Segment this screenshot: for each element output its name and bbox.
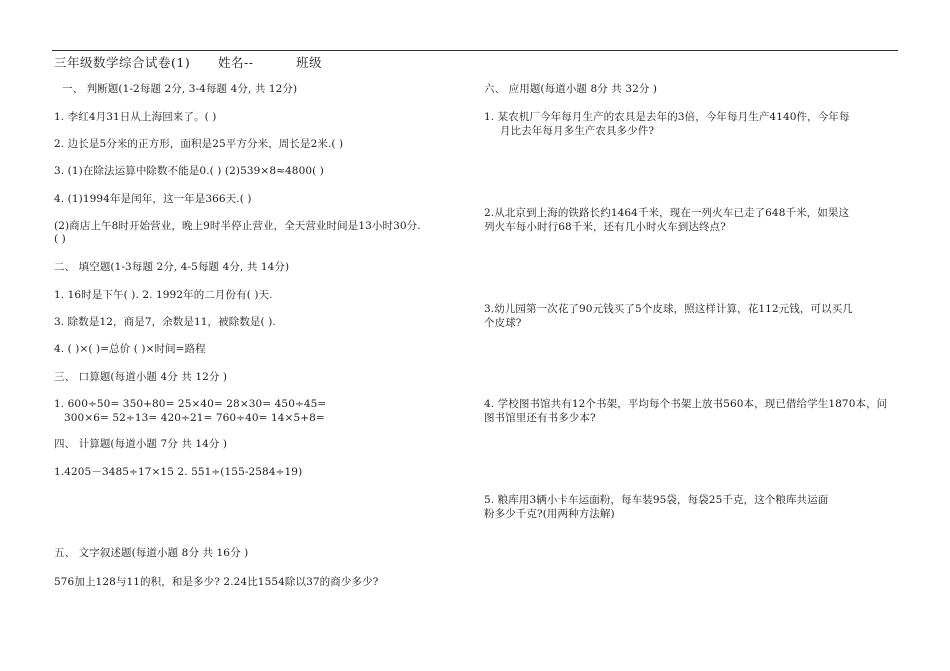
section-1-heading: 一、 判断题(1-2每题 2分, 3-4每题 4分, 共 12分) — [62, 83, 298, 95]
exam-title: 三年级数学综合试卷(1) — [54, 55, 191, 70]
s3-row-1: 1. 600÷50= 350+80= 25×40= 28×30= 450÷45= — [54, 398, 327, 410]
s1-question-4a: 4. (1)1994年是闰年，这一年是366天.( ) — [54, 193, 252, 205]
s6-question-1-line-1: 1. 某农机厂今年每月生产的农具是去年的3倍，今年每月生产4140件，今年每 — [484, 111, 850, 123]
s1-question-4b-line-1: (2)商店上午8时开始营业，晚上9时半停止营业，全天营业时间是13小时30分. — [54, 220, 421, 232]
header-rule — [52, 50, 898, 51]
s1-question-2: 2. 边长是5分米的正方形，面积是25平方分米，周长是2米.( ) — [54, 138, 344, 150]
s4-questions: 1.4205－3485÷17×15 2. 551÷(155-2584÷19) — [54, 466, 303, 478]
s2-question-4: 4. ( )×( )=总价 ( )×时间=路程 — [54, 343, 206, 355]
s2-question-1: 1. 16时是下午( ). 2. 1992年的二月份有( )天. — [54, 289, 273, 301]
s1-question-1: 1. 李红4月31日从上海回来了。( ) — [54, 111, 217, 123]
s6-question-4-line-1: 4. 学校图书馆共有12个书架，平均每个书架上放书560本，现已借给学生1870本，问 — [484, 398, 888, 410]
name-label: 姓名-- — [218, 55, 254, 70]
section-5-heading: 五、 文字叙述题(每道小题 8分 共 16分 ) — [54, 547, 249, 559]
class-label: 班级 — [296, 55, 323, 70]
section-3-heading: 三、 口算题(每道小题 4分 共 12分 ) — [54, 371, 228, 383]
s6-question-5-line-2: 粉多少千克?(用两种方法解) — [484, 508, 615, 520]
s6-question-1-line-2: 月比去年每月多生产农具多少件? — [500, 125, 655, 137]
s6-question-2-line-2: 列火车每小时行68千米，还有几小时火车到达终点? — [484, 221, 726, 233]
s1-question-3: 3. (1)在除法运算中除数不能是0.( ) (2)539×8≈4800( ) — [54, 165, 324, 177]
section-6-heading: 六、 应用题(每道小题 8分 共 32分 ) — [484, 83, 658, 95]
section-4-heading: 四、 计算题(每道小题 7分 共 14分 ) — [54, 438, 228, 450]
s6-question-2-line-1: 2.从北京到上海的铁路长约1464千米，现在一列火车已走了648千米，如果这 — [484, 207, 850, 219]
s1-question-4b-line-2: ( ) — [54, 233, 66, 245]
section-2-heading: 二、 填空题(1-3每题 2分, 4-5每题 4分, 共 14分) — [54, 261, 290, 273]
s6-question-5-line-1: 5. 粮库用3辆小卡车运面粉，每车装95袋，每袋25千克，这个粮库共运面 — [484, 494, 829, 506]
s5-questions: 576加上128与11的积，和是多少? 2.24比1554除以37的商少多少? — [54, 576, 379, 588]
s3-row-2: 300×6= 52÷13= 420÷21= 760÷40= 14×5+8= — [64, 412, 325, 424]
s6-question-3-line-1: 3.幼儿园第一次花了90元钱买了5个皮球，照这样计算，花112元钱，可以买几 — [484, 303, 853, 315]
s6-question-3-line-2: 个皮球? — [484, 317, 522, 329]
s6-question-4-line-2: 图书馆里还有书多少本? — [484, 412, 596, 424]
s2-question-3: 3. 除数是12，商是7，余数是11，被除数是( ). — [54, 316, 276, 328]
